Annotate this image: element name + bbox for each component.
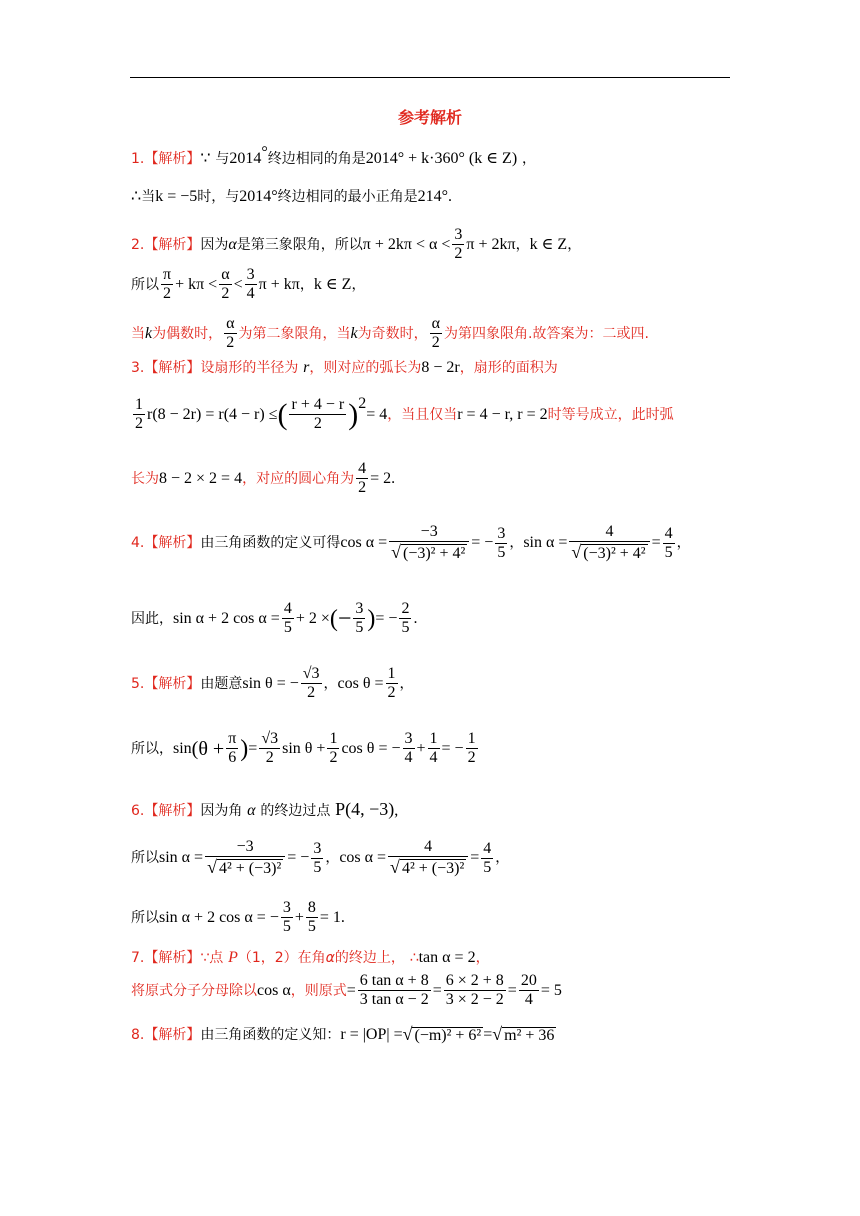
solution-3-cont: $\frac{1}{2}$ r(8 − 2r) = r(4 − r) ≤ ( $\frac{r + 4 - r}{2}$ ) 2 = 4 ，当且仅当 r = 4 − r, r = 2 时等号成立，此时弧 (135, 395, 674, 433)
page-title: 参考解析 (397, 108, 462, 127)
header-rule (130, 77, 730, 78)
fraction: $\frac{-3}{\text{√ 4² + (−3)²}}$ (205, 838, 285, 879)
fraction: $\frac{8}{5}$ (307, 899, 316, 936)
fraction: $\frac{1}{2}$ (329, 730, 338, 767)
fraction: $\frac{\alpha}{2}$ (431, 315, 440, 352)
fraction: $\frac{20}{4}$ (520, 972, 537, 1009)
fraction: $\frac{3}{5}$ (282, 899, 291, 936)
fraction: $\frac{\alpha}{2}$ (221, 266, 230, 303)
fraction: $\frac{-3}{\text{√ (−3)² + 4²}}$ (389, 523, 469, 564)
fraction: $\frac{\pi}{2}$ (163, 266, 172, 303)
solution-5-cont: 所以， sin (θ + $\frac{\pi}{6}$ ) = $\frac{√3}{2}$ sin θ + $\frac{1}{2}$ cos θ = − $\frac{3}{4}$ + $\frac{1}{4}$ = − $\frac{1}{2}$ (131, 730, 476, 767)
fraction: $\frac{\text{6 tan α + 8}}{\text{3 tan α − 2}}$ (359, 972, 429, 1009)
fraction: $\frac{2}{5}$ (401, 600, 410, 637)
solution-2-cont: 所以 $\frac{\pi}{2}$ + kπ < $\frac{\alpha}{2}$ < $\frac{3}{4}$ π + kπ ， k ∈ Z ， (131, 266, 366, 303)
fraction: $\frac{1}{4}$ (429, 730, 438, 767)
solution-8: 8. 【解析】 由三角函数的定义知： r = |OP| = √ (−m)² + 6² = √ m² + 36 (131, 1024, 555, 1044)
fraction: $\frac{√3}{2}$ (302, 665, 320, 702)
fraction: $\frac{4}{2}$ (358, 460, 367, 497)
fraction: $\frac{4}{5}$ (664, 524, 673, 561)
solution-1-cont: ∴当k = −5时，与2014°终边相同的最小正角是214°. (131, 188, 453, 205)
solution-3: 3.【解析】设扇形的半径为 r，则对应的弧长为8 − 2r，扇形的面积为 (131, 359, 558, 376)
solution-6: 6.【解析】因为角 α 的终边过点 P(4, −3), (131, 799, 399, 819)
fraction: $\frac{4}{5}$ (283, 600, 292, 637)
solution-5: 5. 【解析】 由题意 sin θ = − $\frac{√3}{2}$ ， cos θ = $\frac{1}{2}$ ， (131, 665, 414, 702)
solution-6-cont: 所以 sin α = $\frac{-3}{\text{√ 4² + (−3)²}}$ = − $\frac{3}{5}$ ， cos α = $\frac{4}{\text{√ 4² + (−3)²}}$ = $\frac{4}{5}$ ， (131, 838, 510, 878)
fraction: $\frac{\alpha}{2}$ (226, 315, 235, 352)
fraction: $\frac{6 \times 2 + 8}{3 \times 2 - 2}$ (445, 972, 504, 1009)
fraction: $\frac{3}{2}$ (454, 226, 463, 263)
solution-4: 4. 【解析】 由三角函数的定义可得 cos α = $\frac{-3}{\text{√ (−3)² + 4²}}$ = − $\frac{3}{5}$ ， sin α = $\frac{4}{\text{√ (−3)² + 4²}}$ = $\frac{4}{5}$ ， (131, 523, 691, 563)
fraction: $\frac{4}{\text{√ (−3)² + 4²}}$ (569, 523, 649, 564)
fraction: $\frac{3}{5}$ (313, 839, 322, 876)
fraction: $\frac{1}{2}$ (467, 730, 476, 767)
fraction: $\frac{3}{5}$ (497, 524, 506, 561)
solution-2: 2. 【解析】 因为 α 是第三象限角，所以 π + 2kπ < α < $\frac{3}{2}$ π + 2kπ ， k ∈ Z ， (131, 226, 582, 263)
fraction: $\frac{1}{2}$ (135, 396, 143, 433)
solution-4-cont: 因此， sin α + 2 cos α = $\frac{4}{5}$ + 2 × (− $\frac{3}{5}$ ) = − $\frac{2}{5}$ . (131, 600, 418, 637)
solution-6-answer: 所以 sin α + 2 cos α = − $\frac{3}{5}$ + $\frac{8}{5}$ = 1 . (131, 899, 345, 936)
solution-7: 7.【解析】∵点 P（1，2）在角α的终边上， ∴tan α = 2， (131, 949, 490, 966)
fraction: $\frac{3}{4}$ (246, 266, 255, 303)
fraction: $\frac{3}{4}$ (404, 730, 413, 767)
fraction: $\frac{\pi}{6}$ (228, 730, 237, 767)
fraction: $\frac{4}{5}$ (483, 839, 492, 876)
fraction: $\frac{1}{2}$ (387, 665, 396, 702)
fraction: $\frac{r + 4 - r}{2}$ (291, 396, 345, 433)
solution-2-answer: 当 k 为偶数时， $\frac{\alpha}{2}$ 为第二象限角，当 k 为奇数时， $\frac{\alpha}{2}$ 为第四象限角.故答案为：二或四. (131, 315, 649, 352)
fraction: $\frac{3}{5}$ (355, 600, 364, 637)
solution-3-answer: 长为 8 − 2 × 2 = 4 ，对应的圆心角为 $\frac{4}{2}$ = 2 . (131, 460, 396, 497)
fraction: $\frac{4}{\text{√ 4² + (−3)²}}$ (388, 838, 468, 879)
fraction: $\frac{√3}{2}$ (261, 730, 279, 767)
solution-1: 1.【解析】∵ 与2014°终边相同的角是2014° + k·360° (k ∈ Z) ， (131, 144, 536, 167)
solution-7-cont: 将原式分子分母除以 cos α ，则原式 = $\frac{\text{6 tan α + 8}}{\text{3 tan α − 2}}$ = $\frac{6 \times 2 + 8}{3 \times 2 - 2}$ = $\frac{20}{4}$ = 5 (131, 972, 562, 1009)
